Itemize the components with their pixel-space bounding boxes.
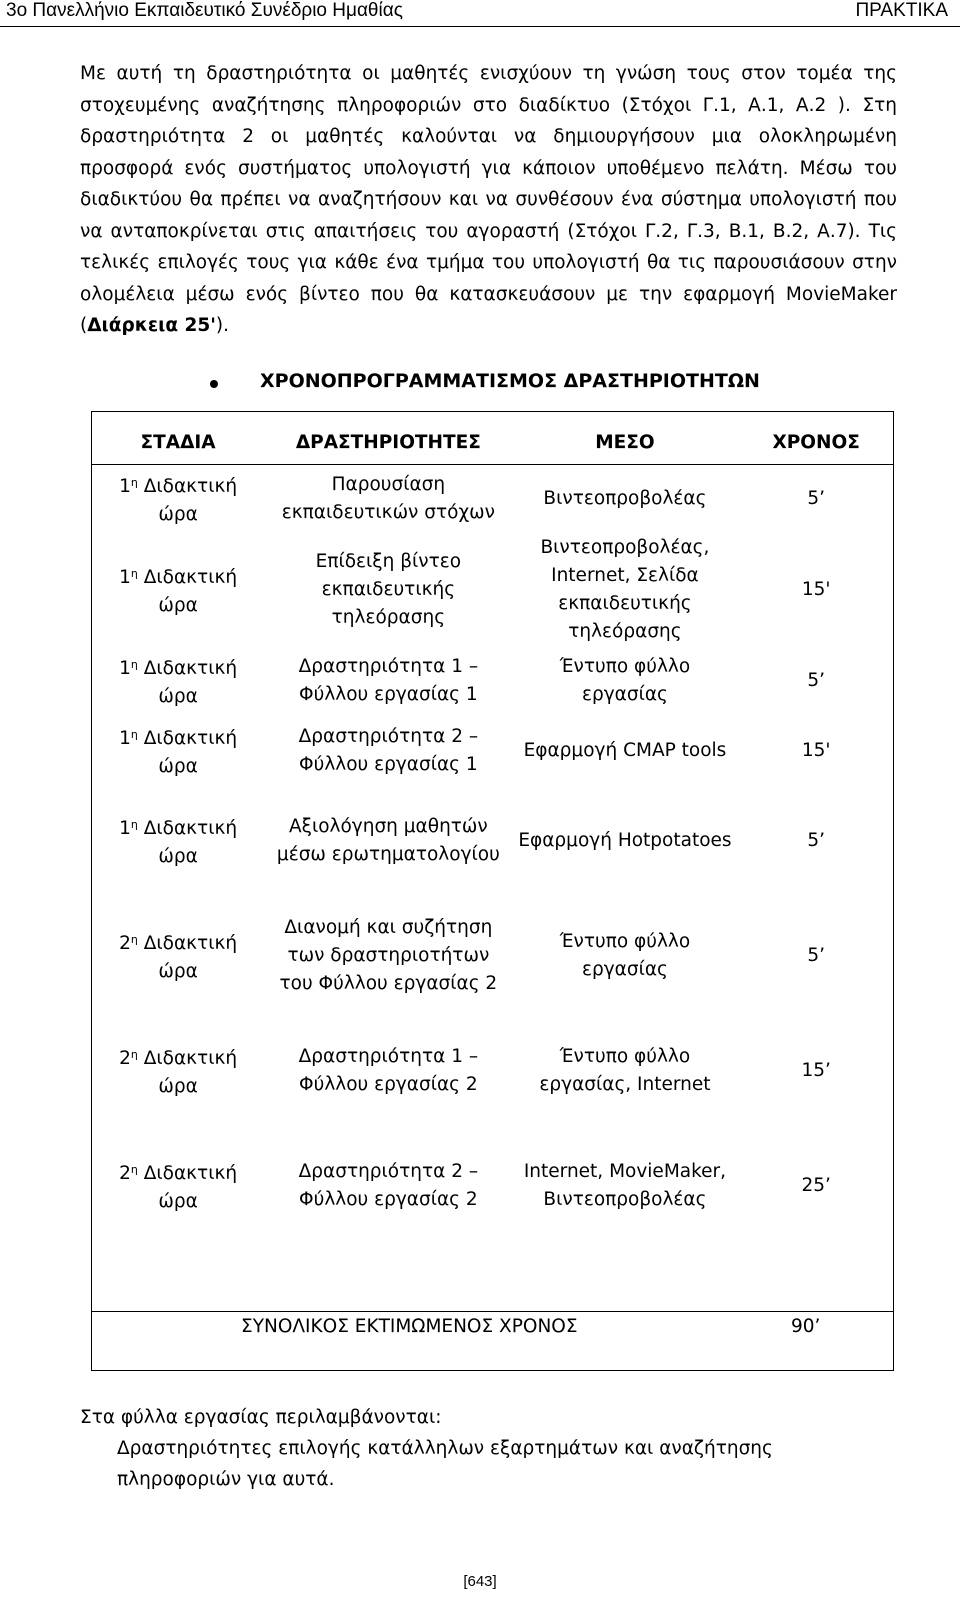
- activity-cell: Δραστηριότητα 1 – Φύλλου εργασίας 1: [298, 656, 479, 705]
- stage-ordinal: η: [130, 933, 138, 946]
- medium-cell: Έντυπο φύλλο εργασίας: [559, 931, 691, 980]
- schedule-table: [91, 423, 894, 1246]
- stage-label: Διδακτική ώρα: [137, 728, 238, 777]
- table-row: [91, 1126, 894, 1246]
- stage-label: Διδακτική ώρα: [137, 1048, 238, 1097]
- stage-label: Διδακτική ώρα: [137, 658, 238, 707]
- table-row: [91, 1016, 894, 1126]
- stage-ordinal: η: [130, 476, 138, 490]
- time-cell: 5’: [807, 830, 825, 851]
- time-cell: 5’: [807, 488, 825, 510]
- medium-cell: Internet, MovieMaker, Βιντεοπροβολέας: [523, 1161, 727, 1210]
- stage-ordinal: η: [130, 1048, 138, 1061]
- worksheets-item: Δραστηριότητες επιλογής κατάλληλων εξαρτημάτων και αναζήτησης πληροφοριών για αυτά.: [117, 1438, 773, 1490]
- stage-number: 2: [119, 933, 131, 954]
- activity-cell: Δραστηριότητα 1 – Φύλλου εργασίας 2: [298, 1046, 479, 1095]
- medium-cell: Βιντεοπροβολέας: [543, 488, 707, 510]
- stage-cell: [91, 896, 265, 1016]
- stage-number: 1: [119, 818, 131, 839]
- total-value: 90’: [791, 1316, 821, 1337]
- stage-number: 1: [119, 567, 131, 588]
- activity-cell: Δραστηριότητα 2 – Φύλλου εργασίας 1: [298, 726, 479, 775]
- medium-cell: Έντυπο φύλλο εργασίας, Internet: [539, 1046, 711, 1095]
- table-row: [91, 786, 894, 896]
- stage-cell: [91, 534, 265, 646]
- proceedings-label: ΠΡΑΚΤΙΚΑ: [855, 0, 948, 21]
- stage-label: Διδακτική ώρα: [137, 476, 238, 526]
- medium-cell: Έντυπο φύλλο εργασίας: [559, 656, 691, 705]
- time-cell: 15': [801, 740, 831, 761]
- stage-label: Διδακτική ώρα: [137, 933, 238, 982]
- stage-number: 1: [119, 728, 131, 749]
- table-row: [91, 464, 894, 534]
- header-activities: ΔΡΑΣΤΗΡΙΟΤΗΤΕΣ: [265, 423, 511, 464]
- stage-ordinal: η: [130, 1163, 138, 1176]
- total-label: ΣΥΝΟΛΙΚΟΣ ΕΚΤΙΜΩΜΕΝΟΣ ΧΡΟΝΟΣ: [241, 1316, 578, 1337]
- time-cell: 25’: [801, 1175, 831, 1196]
- stage-cell: [91, 786, 265, 896]
- stage-cell: [91, 1016, 265, 1126]
- time-cell: 5’: [807, 670, 825, 691]
- activity-cell: Αξιολόγηση μαθητών μέσω ερωτηματολογίου: [276, 816, 500, 865]
- page-header: [0, 0, 960, 30]
- stage-ordinal: η: [130, 818, 138, 831]
- stage-ordinal: η: [130, 658, 138, 671]
- intro-tail: ).: [215, 315, 230, 336]
- time-cell: 15’: [801, 1060, 831, 1081]
- stage-number: 1: [119, 658, 131, 679]
- table-row: [91, 646, 894, 716]
- medium-cell: Εφαρμογή CMAP tools: [523, 740, 727, 761]
- stage-number: 1: [119, 476, 131, 498]
- intro-text: Με αυτή τη δραστηριότητα οι μαθητές ενισχύουν τη γνώση τους στον τομέα της στοχευμένης αναζήτησης πληροφοριών στο διαδίκτυο (Στόχοι Γ.1, Α.1, Α.2 ). Στη δραστηριότητα 2 οι μαθητές καλούνται να δημιουργήσουν μια ολοκληρωμένη προσφορά ενός συστήματος υπολογιστή για κάποιον υποθέμενο πελάτη. Μέσω του διαδικτύου θα πρέπει να αναζητήσουν και να συνθέσουν ένα σύστημα υπολογιστή που να ανταποκρίνεται στις απαιτήσεις του αγοραστή (Στόχοι Γ.2, Γ.3, Β.1, Β.2, Α.7). Τις τελικές επιλογές τους για κάθε ένα τμήμα του υπολογιστή θα τις παρουσιάσουν στην ολομέλεια μέσω ενός βίντεο που θα κατασκευάσουν με την εφαρμογή MovieMaker (: [80, 63, 897, 336]
- header-stages: ΣΤΑΔΙΑ: [91, 423, 265, 464]
- stage-number: 2: [119, 1048, 131, 1069]
- time-cell: 15': [801, 579, 831, 600]
- stage-label: Διδακτική ώρα: [137, 1163, 238, 1212]
- intro-paragraph: [80, 58, 897, 342]
- stage-ordinal: η: [130, 567, 138, 580]
- stage-ordinal: η: [130, 728, 138, 741]
- page-number: [643]: [463, 1573, 497, 1590]
- stage-cell: [91, 1126, 265, 1246]
- stage-label: Διδακτική ώρα: [137, 818, 238, 867]
- medium-cell: Εφαρμογή Hotpotatoes: [518, 830, 732, 851]
- stage-cell: [91, 716, 265, 786]
- total-row: [91, 1311, 894, 1348]
- medium-cell: Βιντεοπροβολέας, Internet, Σελίδα εκπαιδευτικής τηλεόρασης: [540, 537, 710, 642]
- stage-cell: [91, 646, 265, 716]
- activity-cell: Διανομή και συζήτηση των δραστηριοτήτων του Φύλλου εργασίας 2: [279, 917, 498, 994]
- duration-bold: Διάρκεια 25': [87, 315, 216, 336]
- table-row: [91, 716, 894, 786]
- bullet-icon: [210, 380, 218, 388]
- stage-label: Διδακτική ώρα: [137, 567, 238, 616]
- header-medium: ΜΕΣΟ: [512, 423, 739, 464]
- activity-cell: Δραστηριότητα 2 – Φύλλου εργασίας 2: [298, 1161, 479, 1210]
- table-row: [91, 534, 894, 646]
- stage-cell: [91, 464, 265, 534]
- header-time: ΧΡΟΝΟΣ: [738, 423, 894, 464]
- table-header-row: [91, 423, 894, 464]
- time-cell: 5’: [807, 945, 825, 966]
- conference-title: 3ο Πανελλήνιο Εκπαιδευτικό Συνέδριο Ημαθίας: [6, 0, 403, 21]
- stage-number: 2: [119, 1163, 131, 1184]
- activity-cell: Παρουσίαση εκπαιδευτικών στόχων: [281, 474, 495, 524]
- header-rule: [0, 26, 960, 27]
- table-row: [91, 896, 894, 1016]
- section-title: ΧΡΟΝΟΠΡΟΓΡΑΜΜΑΤΙΣΜΟΣ ΔΡΑΣΤΗΡΙΟΤΗΤΩΝ: [260, 370, 760, 392]
- activity-cell: Επίδειξη βίντεο εκπαιδευτικής τηλεόρασης: [315, 551, 462, 628]
- worksheets-intro: Στα φύλλα εργασίας περιλαμβάνονται:: [80, 1407, 442, 1428]
